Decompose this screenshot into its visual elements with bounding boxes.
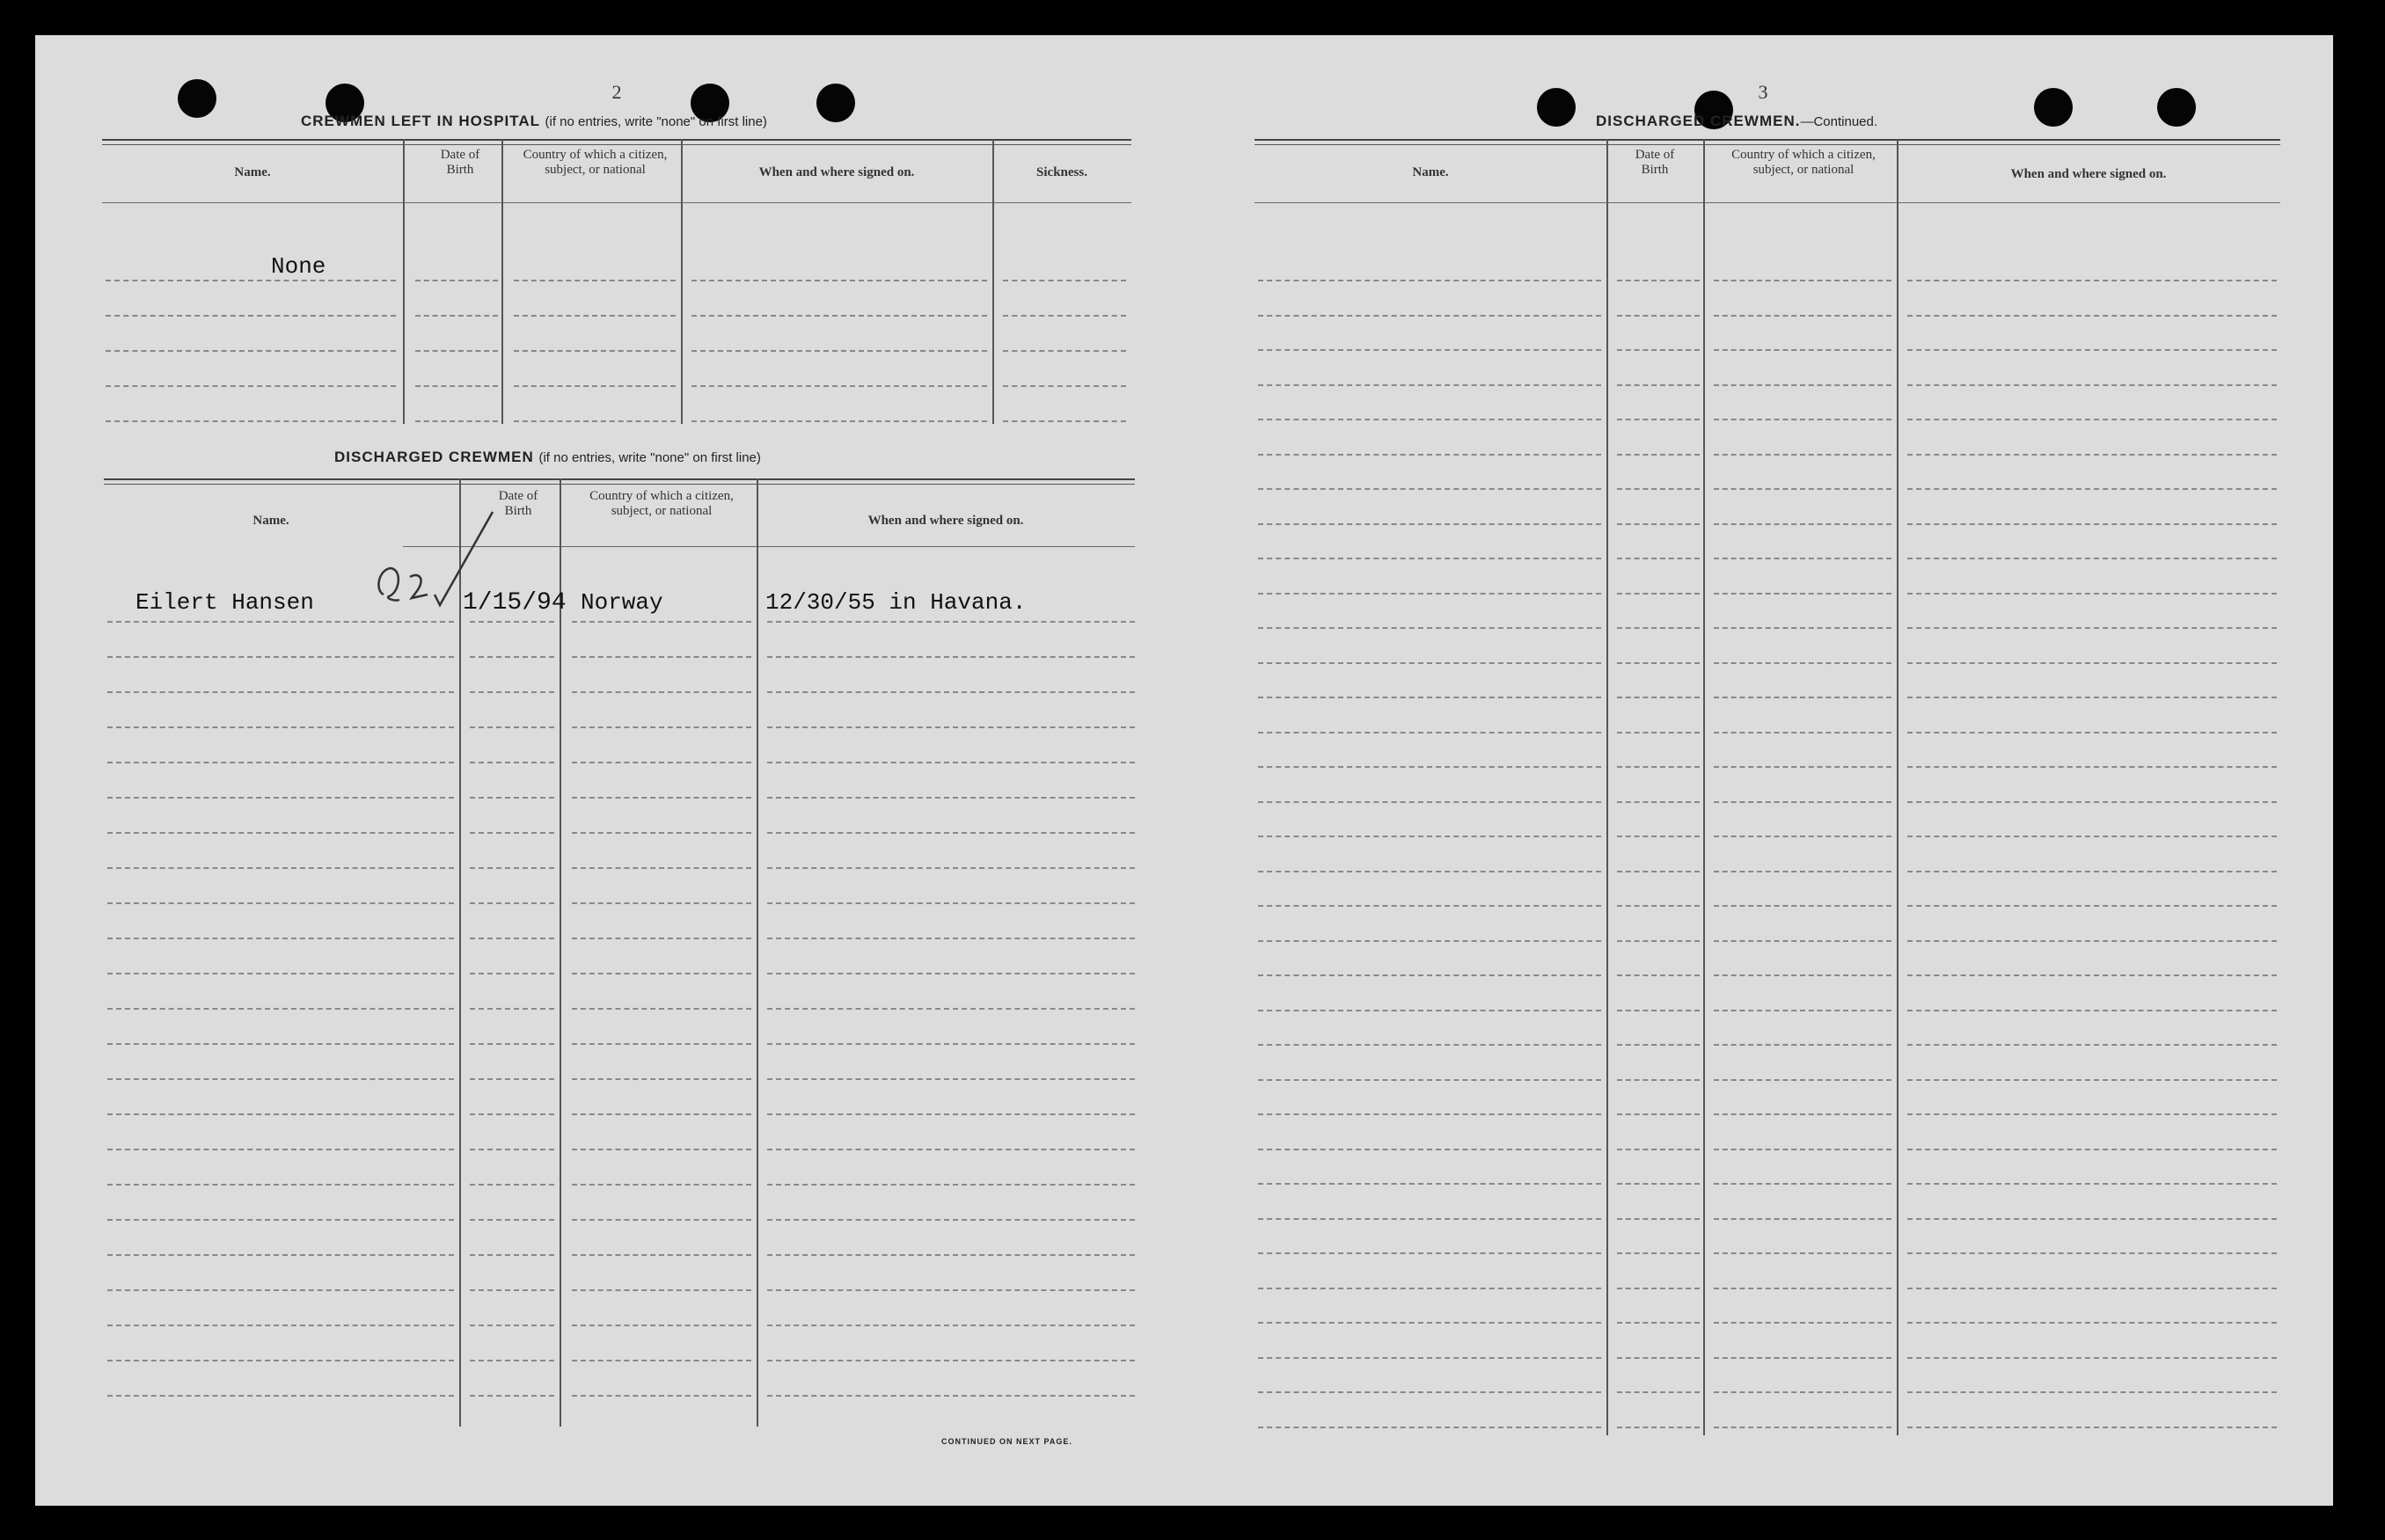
ruled-line: [1258, 1252, 1601, 1254]
ruled-line: [572, 1325, 751, 1326]
ruled-line: [1714, 1252, 1891, 1254]
ruled-line: [470, 902, 554, 904]
ruled-line: [106, 350, 396, 352]
column-header-dob: Date of Birth: [498, 489, 538, 518]
ruled-line: [1907, 974, 2277, 976]
ruled-line: [1907, 488, 2277, 490]
ruled-line: [106, 280, 396, 281]
ruled-line: [1617, 836, 1700, 837]
ruled-line: [470, 1184, 554, 1186]
column-header-country: Country of which a citizen, subject, or national: [589, 489, 734, 518]
ruled-line: [1617, 1322, 1700, 1324]
ruled-line: [1617, 1044, 1700, 1046]
ruled-line: [107, 1184, 454, 1186]
ruled-line: [1617, 871, 1700, 872]
ruled-line: [1714, 801, 1891, 803]
ruled-line: [1617, 1079, 1700, 1081]
ruled-line: [1617, 315, 1700, 317]
ruled-line: [470, 1219, 554, 1221]
ruled-line: [1617, 1427, 1700, 1428]
ruled-line: [107, 726, 454, 728]
ruled-line: [107, 621, 454, 623]
ruled-line: [1714, 419, 1891, 420]
ruled-line: [1258, 1288, 1601, 1289]
ruled-line: [1907, 801, 2277, 803]
ruled-line: [1258, 1322, 1601, 1324]
ruled-line: [1003, 420, 1126, 422]
ruled-line: [767, 691, 1135, 693]
ruled-line: [572, 1184, 751, 1186]
ruled-line: [1258, 454, 1601, 456]
ruled-line: [1258, 1113, 1601, 1115]
hospital-table: [102, 139, 1131, 424]
punch-hole: [2157, 88, 2196, 127]
ruled-line: [107, 1219, 454, 1221]
ruled-line: [1907, 1079, 2277, 1081]
ruled-line: [1258, 801, 1601, 803]
ruled-line: [1617, 732, 1700, 734]
ruled-line: [470, 1043, 554, 1045]
crewman-country: Norway: [581, 589, 663, 616]
ruled-line: [572, 1219, 751, 1221]
ruled-line: [572, 1254, 751, 1256]
column-header-dob: Date of Birth: [440, 148, 480, 177]
ruled-line: [1907, 1044, 2277, 1046]
ruled-line: [1714, 871, 1891, 872]
ruled-line: [1617, 1183, 1700, 1185]
ruled-line: [107, 1360, 454, 1361]
document-page: [35, 35, 2333, 1506]
ruled-line: [1714, 1322, 1891, 1324]
ruled-line: [470, 1113, 554, 1115]
ruled-line: [1714, 1044, 1891, 1046]
ruled-line: [415, 420, 498, 422]
ruled-line: [1617, 905, 1700, 907]
ruled-line: [572, 762, 751, 763]
ruled-line: [415, 385, 498, 387]
ruled-line: [767, 656, 1135, 658]
ruled-line: [767, 797, 1135, 799]
ruled-line: [1617, 1010, 1700, 1011]
ruled-line: [1907, 1113, 2277, 1115]
ruled-line: [1617, 1113, 1700, 1115]
ruled-line: [1003, 385, 1126, 387]
discharged-table-right: [1255, 139, 2280, 1437]
ruled-line: [1258, 488, 1601, 490]
ruled-line: [470, 1149, 554, 1150]
ruled-line: [1258, 871, 1601, 872]
ruled-line: [1258, 662, 1601, 664]
ruled-line: [1003, 350, 1126, 352]
ruled-line: [1714, 523, 1891, 525]
ruled-line: [107, 1254, 454, 1256]
ruled-line: [767, 1184, 1135, 1186]
ruled-line: [1907, 384, 2277, 386]
ruled-line: [1907, 1288, 2277, 1289]
ruled-line: [107, 691, 454, 693]
ruled-line: [107, 797, 454, 799]
ruled-line: [767, 1254, 1135, 1256]
ruled-line: [1258, 1218, 1601, 1220]
ruled-line: [1714, 1149, 1891, 1150]
ruled-line: [572, 797, 751, 799]
ruled-line: [470, 1078, 554, 1080]
ruled-line: [767, 1395, 1135, 1397]
ruled-line: [470, 656, 554, 658]
ruled-line: [1003, 315, 1126, 317]
ruled-line: [1907, 766, 2277, 768]
ruled-line: [1258, 523, 1601, 525]
ruled-line: [1907, 940, 2277, 942]
ruled-line: [1258, 349, 1601, 351]
ruled-line: [767, 832, 1135, 834]
ruled-line: [1258, 1079, 1601, 1081]
ruled-line: [107, 1149, 454, 1150]
discharged-continued-title: DISCHARGED CREWMEN.—Continued.: [1596, 113, 1878, 129]
ruled-line: [1907, 1391, 2277, 1393]
punch-hole: [816, 84, 855, 122]
ruled-line: [1714, 627, 1891, 629]
ruled-line: [1258, 1357, 1601, 1359]
ruled-line: [572, 1289, 751, 1291]
ruled-line: [767, 1289, 1135, 1291]
ruled-line: [767, 1043, 1135, 1045]
ruled-line: [470, 1395, 554, 1397]
ruled-line: [1617, 419, 1700, 420]
ruled-line: [572, 1360, 751, 1361]
ruled-line: [1617, 280, 1700, 281]
ruled-line: [767, 621, 1135, 623]
page-number: 2: [611, 81, 622, 103]
ruled-line: [572, 726, 751, 728]
ruled-line: [691, 420, 987, 422]
crewman-signed-on: 12/30/55 in Havana.: [765, 589, 1027, 616]
ruled-line: [470, 1325, 554, 1326]
ruled-line: [1907, 871, 2277, 872]
ruled-line: [767, 867, 1135, 869]
column-header-signed-on: When and where signed on.: [758, 165, 915, 179]
column-header-name: Name.: [252, 514, 289, 528]
ruled-line: [1714, 905, 1891, 907]
ruled-line: [1907, 836, 2277, 837]
ruled-line: [106, 420, 396, 422]
ruled-line: [1714, 974, 1891, 976]
ruled-line: [1907, 662, 2277, 664]
ruled-line: [1617, 974, 1700, 976]
ruled-line: [1003, 280, 1126, 281]
ruled-line: [470, 1289, 554, 1291]
ruled-line: [1714, 488, 1891, 490]
ruled-line: [514, 315, 676, 317]
ruled-line: [107, 902, 454, 904]
ruled-line: [572, 973, 751, 974]
ruled-line: [107, 1078, 454, 1080]
ruled-line: [1617, 384, 1700, 386]
ruled-line: [470, 938, 554, 939]
ruled-line: [572, 1113, 751, 1115]
ruled-line: [1258, 558, 1601, 559]
ruled-line: [1617, 1391, 1700, 1393]
ruled-line: [572, 1149, 751, 1150]
discharged-table-left: [104, 478, 1135, 1428]
ruled-line: [1617, 1252, 1700, 1254]
ruled-line: [691, 385, 987, 387]
ruled-line: [514, 350, 676, 352]
ruled-line: [1617, 1218, 1700, 1220]
ruled-line: [1714, 662, 1891, 664]
ruled-line: [107, 1008, 454, 1010]
hospital-section-title: CREWMEN LEFT IN HOSPITAL (if no entries, write "none" on first line): [301, 113, 767, 129]
ruled-line: [1714, 1427, 1891, 1428]
ruled-line: [1617, 662, 1700, 664]
ruled-line: [1907, 558, 2277, 559]
ruled-line: [1714, 1010, 1891, 1011]
ruled-line: [1907, 280, 2277, 281]
ruled-line: [1258, 315, 1601, 317]
handwritten-check-mark: [359, 507, 500, 621]
ruled-line: [1907, 1322, 2277, 1324]
crewman-name: Eilert Hansen: [135, 589, 314, 616]
column-header-country: Country of which a citizen, subject, or national: [523, 148, 668, 177]
column-header-signed-on: When and where signed on.: [2010, 167, 2167, 181]
ruled-line: [1258, 905, 1601, 907]
ruled-line: [1907, 697, 2277, 698]
ruled-line: [572, 832, 751, 834]
ruled-line: [767, 1008, 1135, 1010]
ruled-line: [1617, 488, 1700, 490]
ruled-line: [1258, 1427, 1601, 1428]
ruled-line: [470, 1008, 554, 1010]
ruled-line: [572, 938, 751, 939]
crewman-dob: 1/15/94: [463, 589, 567, 617]
ruled-line: [470, 973, 554, 974]
ruled-line: [514, 420, 676, 422]
ruled-line: [1714, 1391, 1891, 1393]
ruled-line: [1907, 1218, 2277, 1220]
ruled-line: [1907, 1010, 2277, 1011]
ruled-line: [107, 867, 454, 869]
ruled-line: [1617, 558, 1700, 559]
ruled-line: [107, 973, 454, 974]
ruled-line: [470, 1254, 554, 1256]
ruled-line: [1907, 593, 2277, 595]
ruled-line: [1617, 1288, 1700, 1289]
punch-hole: [2034, 88, 2073, 127]
ruled-line: [1907, 349, 2277, 351]
ruled-line: [1907, 315, 2277, 317]
ruled-line: [415, 280, 498, 281]
ruled-line: [1258, 766, 1601, 768]
ruled-line: [1907, 627, 2277, 629]
ruled-line: [107, 1395, 454, 1397]
ruled-line: [415, 350, 498, 352]
ruled-line: [470, 797, 554, 799]
ruled-line: [1617, 940, 1700, 942]
ruled-line: [1714, 1113, 1891, 1115]
ruled-line: [691, 280, 987, 281]
ruled-line: [767, 726, 1135, 728]
ruled-line: [1714, 1183, 1891, 1185]
ruled-line: [107, 1325, 454, 1326]
ruled-line: [1258, 732, 1601, 734]
ruled-line: [1258, 384, 1601, 386]
ruled-line: [107, 832, 454, 834]
ruled-line: [767, 1325, 1135, 1326]
ruled-line: [1714, 349, 1891, 351]
column-header-signed-on: When and where signed on.: [867, 514, 1024, 528]
ruled-line: [470, 691, 554, 693]
ruled-line: [1714, 697, 1891, 698]
ruled-line: [767, 1078, 1135, 1080]
punch-hole: [178, 79, 216, 118]
ruled-line: [1258, 1044, 1601, 1046]
column-header-country: Country of which a citizen, subject, or national: [1731, 148, 1876, 177]
column-header-dob: Date of Birth: [1635, 148, 1675, 177]
ruled-line: [1714, 280, 1891, 281]
ruled-line: [1907, 523, 2277, 525]
ruled-line: [470, 832, 554, 834]
ruled-line: [470, 762, 554, 763]
ruled-line: [514, 385, 676, 387]
ruled-line: [1258, 1183, 1601, 1185]
ruled-line: [1617, 766, 1700, 768]
ruled-line: [1714, 384, 1891, 386]
ruled-line: [107, 938, 454, 939]
ruled-line: [1907, 1427, 2277, 1428]
ruled-line: [1258, 1391, 1601, 1393]
ruled-line: [767, 973, 1135, 974]
ruled-line: [1258, 280, 1601, 281]
ruled-line: [1714, 1079, 1891, 1081]
ruled-line: [572, 1043, 751, 1045]
ruled-line: [107, 1043, 454, 1045]
ruled-line: [1714, 1288, 1891, 1289]
column-header-sickness: Sickness.: [1036, 165, 1087, 179]
ruled-line: [514, 280, 676, 281]
ruled-line: [1714, 315, 1891, 317]
ruled-line: [572, 621, 751, 623]
ruled-line: [470, 621, 554, 623]
ruled-line: [107, 1289, 454, 1291]
ruled-line: [1258, 1010, 1601, 1011]
ruled-line: [767, 938, 1135, 939]
ruled-line: [1714, 1218, 1891, 1220]
punch-hole: [1537, 88, 1576, 127]
ruled-line: [572, 1395, 751, 1397]
ruled-line: [1907, 1252, 2277, 1254]
ruled-line: [1617, 627, 1700, 629]
ruled-line: [1617, 697, 1700, 698]
ruled-line: [1258, 940, 1601, 942]
hospital-entry-name: None: [271, 253, 326, 280]
ruled-line: [470, 726, 554, 728]
ruled-line: [1714, 836, 1891, 837]
ruled-line: [1258, 1149, 1601, 1150]
ruled-line: [767, 1360, 1135, 1361]
ruled-line: [1907, 419, 2277, 420]
ruled-line: [1714, 732, 1891, 734]
ruled-line: [572, 1078, 751, 1080]
column-header-name: Name.: [1412, 165, 1449, 179]
ruled-line: [1714, 766, 1891, 768]
ruled-line: [1617, 454, 1700, 456]
ruled-line: [1617, 1149, 1700, 1150]
ruled-line: [106, 385, 396, 387]
ruled-line: [1907, 905, 2277, 907]
ruled-line: [767, 762, 1135, 763]
ruled-line: [1258, 627, 1601, 629]
ruled-line: [1258, 974, 1601, 976]
ruled-line: [1617, 1357, 1700, 1359]
ruled-line: [1907, 732, 2277, 734]
discharged-section-title: DISCHARGED CREWMEN (if no entries, write "none" on first line): [334, 449, 761, 465]
page-number: 3: [1758, 81, 1768, 103]
ruled-line: [1714, 940, 1891, 942]
ruled-line: [767, 1219, 1135, 1221]
ruled-line: [1258, 836, 1601, 837]
ruled-line: [1714, 1357, 1891, 1359]
ruled-line: [1617, 593, 1700, 595]
ruled-line: [1617, 801, 1700, 803]
ruled-line: [106, 315, 396, 317]
ruled-line: [767, 902, 1135, 904]
ruled-line: [1617, 523, 1700, 525]
ruled-line: [107, 656, 454, 658]
ruled-line: [572, 1008, 751, 1010]
ruled-line: [1714, 558, 1891, 559]
ruled-line: [1258, 697, 1601, 698]
ruled-line: [1617, 349, 1700, 351]
ruled-line: [1907, 1183, 2277, 1185]
ruled-line: [1907, 454, 2277, 456]
continued-note: CONTINUED ON NEXT PAGE.: [941, 1437, 1072, 1446]
ruled-line: [1258, 593, 1601, 595]
ruled-line: [691, 315, 987, 317]
ruled-line: [415, 315, 498, 317]
ruled-line: [572, 867, 751, 869]
ruled-line: [470, 867, 554, 869]
ruled-line: [1907, 1149, 2277, 1150]
ruled-line: [572, 691, 751, 693]
ruled-line: [691, 350, 987, 352]
ruled-line: [1714, 593, 1891, 595]
ruled-line: [107, 762, 454, 763]
ruled-line: [767, 1113, 1135, 1115]
ruled-line: [1907, 1357, 2277, 1359]
ruled-line: [1258, 419, 1601, 420]
ruled-line: [767, 1149, 1135, 1150]
ruled-line: [1714, 454, 1891, 456]
ruled-line: [470, 1360, 554, 1361]
ruled-line: [572, 656, 751, 658]
column-header-name: Name.: [234, 165, 271, 179]
ruled-line: [107, 1113, 454, 1115]
ruled-line: [572, 902, 751, 904]
